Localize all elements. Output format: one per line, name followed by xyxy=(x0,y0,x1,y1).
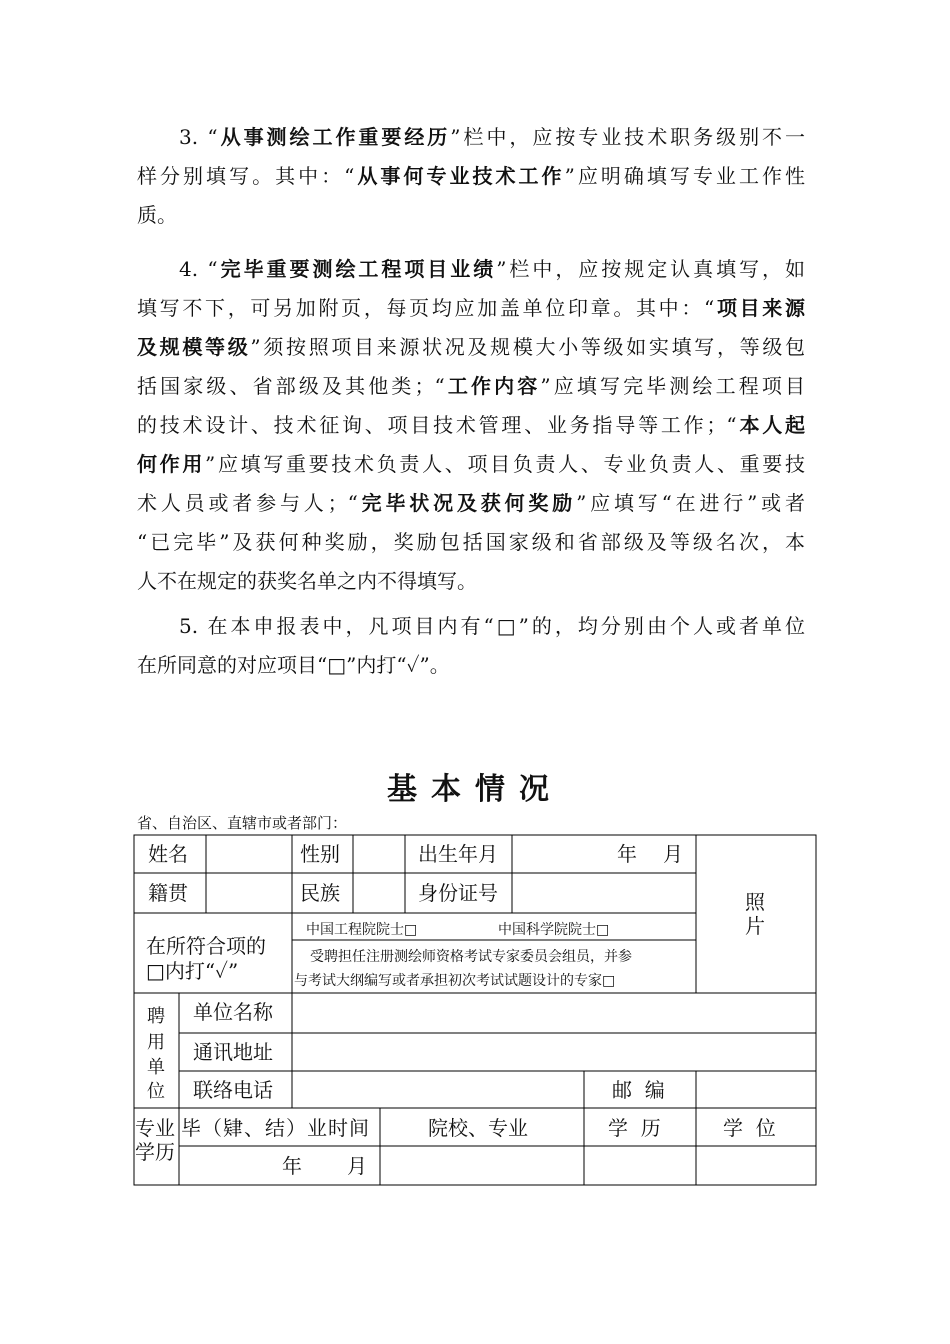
label-employer-3: 单 xyxy=(147,1057,165,1078)
label-native: 籍贯 xyxy=(148,881,188,905)
label-name: 姓名 xyxy=(148,842,188,866)
p4-line-2: 填写不下，可另加附页，每页均应加盖单位印章。其中：“项目来源 xyxy=(137,296,805,320)
p4-line-5: 的技术设计、技术征询、项目技术管理、业务指导等工作；“本人起 xyxy=(137,413,806,437)
label-grad-month: 月 xyxy=(347,1154,367,1178)
province-label: 省、自治区、直辖市或者部门： xyxy=(137,814,348,832)
label-id: 身份证号 xyxy=(418,881,498,905)
p4-line-1: 4. “完毕重要测绘工程项目业绩”栏中，应按规定认真填写，如 xyxy=(179,257,806,281)
p4-line-8: “已完毕”及获何种奖励，奖励包括国家级和省部级及等级名次，本 xyxy=(137,530,805,554)
label-birth: 出生年月 xyxy=(418,842,498,866)
label-ethnic: 民族 xyxy=(300,881,340,905)
label-address: 通讯地址 xyxy=(193,1040,273,1064)
p4-line-3: 及规模等级”须按照项目来源状况及规模大小等级如实填写，等级包 xyxy=(137,335,806,359)
p3-line-1: 3. “从事测绘工作重要经历”栏中，应按专业技术职务级别不一 xyxy=(179,125,806,149)
label-photo: 照 片 xyxy=(745,890,765,938)
option-cas[interactable]: 中国科学院院士□ xyxy=(498,922,610,938)
p4-line-4: 括国家级、省部级及其他类；“工作内容”应填写完毕测绘工程项目 xyxy=(137,374,806,398)
p5-line-2: 在所同意的对应项目“□”内打“✓”。 xyxy=(137,653,450,677)
id-field[interactable] xyxy=(513,874,695,912)
p5-line-1: 5. 在本申报表中，凡项目内有“□”的，均分别由个人或者单位 xyxy=(179,614,805,638)
photo-box[interactable] xyxy=(697,836,815,992)
ethnic-field[interactable] xyxy=(354,874,404,912)
label-gender: 性别 xyxy=(300,842,340,866)
p3-line-3: 质。 xyxy=(137,203,177,227)
label-postcode: 邮 编 xyxy=(612,1078,665,1102)
label-unit-name: 单位名称 xyxy=(193,1000,273,1024)
label-grad-time: 毕（肄、结）业时间 xyxy=(181,1116,370,1140)
option-expert-2[interactable]: 与考试大纲编写或者承担初次考试试题设计的专家□ xyxy=(294,973,616,989)
label-year: 年 xyxy=(617,842,637,866)
unit-name-field[interactable] xyxy=(293,994,815,1032)
label-grad-year: 年 xyxy=(282,1154,302,1178)
section-title: 基本情况 xyxy=(387,772,563,807)
option-expert-1[interactable]: 受聘担任注册测绘师资格考试专家委员会组员，并参 xyxy=(310,949,632,965)
label-employer-2: 用 xyxy=(147,1032,165,1053)
label-employer-4: 位 xyxy=(147,1081,165,1102)
check-instruction-1: 在所符合项的 xyxy=(146,934,266,958)
p4-line-9: 人不在规定的获奖名单之内不得填写。 xyxy=(137,569,477,593)
label-phone: 联络电话 xyxy=(193,1078,273,1102)
label-edu-1: 专业 xyxy=(135,1116,175,1140)
phone-field[interactable] xyxy=(293,1072,583,1107)
p3-line-2: 样分别填写。其中：“从事何专业技术工作”应明确填写专业工作性 xyxy=(137,164,805,188)
label-employer-1: 聘 xyxy=(147,1006,165,1027)
native-field[interactable] xyxy=(207,874,291,912)
label-degree: 学 位 xyxy=(723,1116,776,1140)
check-instruction-2: □内打“✓” xyxy=(146,959,239,983)
label-month: 月 xyxy=(663,842,683,866)
label-degree-level: 学 历 xyxy=(608,1116,661,1140)
option-cae[interactable]: 中国工程院院士□ xyxy=(306,922,418,938)
name-field[interactable] xyxy=(207,836,291,872)
p4-line-6: 何作用”应填写重要技术负责人、项目负责人、专业负责人、重要技 xyxy=(137,452,805,476)
p4-line-7: 术人员或者参与人；“完毕状况及获何奖励”应填写“在进行”或者 xyxy=(137,491,805,515)
label-school: 院校、专业 xyxy=(428,1116,528,1140)
postcode-field[interactable] xyxy=(697,1072,815,1107)
gender-field[interactable] xyxy=(354,836,404,872)
label-edu-2: 学历 xyxy=(135,1140,175,1164)
address-field[interactable] xyxy=(293,1034,815,1070)
